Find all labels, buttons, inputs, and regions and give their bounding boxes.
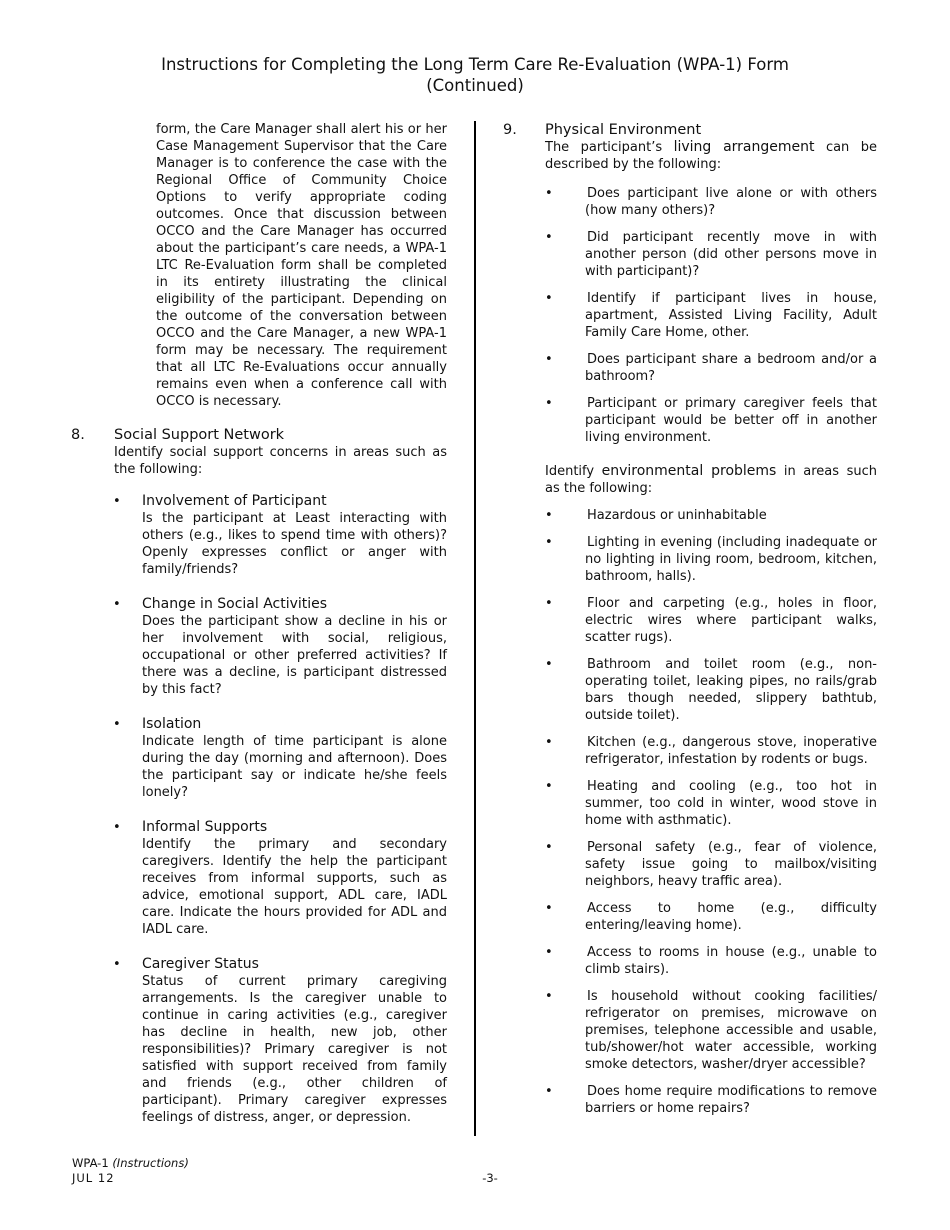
form-code: WPA-1: [72, 1156, 109, 1170]
item-text: Status of current primary caregiving arrangements. Is the caregiver unable to continue in caring activities (e.g., caregiver has decline in health, new job, other responsibilities)? Primary caregiver is not satisfied with support received from family and friends (e.g., other children of participant). Primary caregiver expresses feelings of distress, anger, or depression.: [142, 974, 447, 1125]
bullet-icon: •: [545, 291, 553, 306]
item-text: Hazardous or uninhabitable: [587, 508, 767, 523]
bullet-icon: •: [545, 657, 553, 672]
living-arrangement-intro: [545, 139, 877, 173]
list-item: [113, 956, 447, 1126]
list-item: [113, 716, 447, 801]
list-item: [545, 229, 877, 280]
item-title: Change in Social Activities: [142, 596, 328, 612]
bullet-icon: •: [545, 945, 553, 960]
bullet-icon: •: [545, 989, 553, 1004]
living-arrangement-list: [545, 185, 877, 446]
list-item: [545, 988, 877, 1073]
bullet-icon: •: [113, 717, 121, 732]
item-title: Involvement of Participant: [142, 493, 327, 509]
bullet-icon: •: [545, 352, 553, 367]
bullet-icon: •: [545, 779, 553, 794]
list-item: [545, 1083, 877, 1117]
item-text: Does participant live alone or with others (how many others)?: [585, 186, 877, 218]
section-intro: Identify social support concerns in areas such as the following:: [114, 445, 447, 477]
bullet-icon: •: [545, 508, 553, 523]
list-item: [545, 595, 877, 646]
item-text: Does the participant show a decline in his or her involvement with social, religious, occupational or other preferred activities? If there was a decline, is participant distressed by this fact?: [142, 614, 447, 697]
env-post: in areas such as the following:: [545, 464, 877, 496]
item-text: Does home require modifications to remove barriers or home repairs?: [585, 1084, 877, 1116]
item-text: Bathroom and toilet room (e.g., non-operating toilet, leaking pipes, no rails/grab bars though needed, slippery bathtub, outside toilet).: [585, 657, 877, 723]
list-item: [113, 596, 447, 698]
list-item: [545, 351, 877, 385]
page-title-line1: Instructions for Completing the Long Term Care Re-Evaluation (WPA-1) Form: [161, 55, 789, 74]
intro-pre: The participant’s: [545, 140, 674, 155]
section-9-heading: [503, 121, 877, 139]
item-text: Participant or primary caregiver feels that participant would be better off in another living environment.: [585, 396, 877, 445]
environmental-problems-intro: [545, 463, 877, 497]
section-number: 8.: [71, 427, 85, 443]
env-pre: Identify: [545, 464, 602, 479]
bullet-icon: •: [113, 957, 121, 972]
bullet-icon: •: [545, 901, 553, 916]
environmental-problems-list: [545, 507, 877, 1117]
continuation-paragraph: form, the Care Manager shall alert his or her Case Management Supervisor that the Care Manager is to conference the case with the Regional Office of Community Choice Options to verify appropriate coding outcomes. Once that discussion between OCCO and the Care Manager has occurred about the participant’s care needs, a WPA-1 LTC Re-Evaluation form shall be completed in its entirety illustrating the clinical eligibility of the participant. Depending on the outcome of the conversation between OCCO and the Care Manager, a new WPA-1 form may be necessary. The requirement that all LTC Re-Evaluations occur annually remains even when a conference call with OCCO is necessary.: [156, 122, 447, 409]
form-label: (Instructions): [112, 1156, 189, 1170]
column-divider: [474, 121, 476, 1136]
list-item: [545, 900, 877, 934]
bullet-icon: •: [545, 1084, 553, 1099]
form-id: [72, 1156, 189, 1171]
social-support-list: [114, 493, 447, 1126]
item-text: Heating and cooling (e.g., too hot in summer, too cold in winter, wood stove in home with asthmatic).: [585, 779, 877, 828]
list-item: [545, 944, 877, 978]
item-text: Identify if participant lives in house, apartment, Assisted Living Facility, Adult Family Care Home, other.: [585, 291, 877, 340]
page-title: [0, 54, 950, 96]
section-8-heading: [71, 426, 447, 444]
form-date: JUL 12: [72, 1171, 115, 1185]
item-text: Is the participant at Least interacting with others (e.g., likes to spend time with others)? Openly expresses conflict or anger with family/friends?: [142, 511, 447, 577]
bullet-icon: •: [113, 597, 121, 612]
section-number: 9.: [503, 122, 517, 138]
item-title: Informal Supports: [142, 819, 268, 835]
list-item: [545, 507, 877, 524]
right-column: [503, 121, 877, 1117]
item-text: Does participant share a bedroom and/or a bathroom?: [585, 352, 877, 384]
item-text: Did participant recently move in with another person (did other persons move in with participant)?: [585, 230, 877, 279]
list-item: [545, 778, 877, 829]
item-text: Lighting in evening (including inadequate or no lighting in living room, bedroom, kitchen, bathroom, halls).: [585, 535, 877, 584]
bullet-icon: •: [545, 596, 553, 611]
item-text: Personal safety (e.g., fear of violence, safety issue going to mailbox/visiting neighbors, heavy traffic area).: [585, 840, 877, 889]
item-text: Indicate length of time participant is alone during the day (morning and afternoon). Does the participant say or indicate he/she feels lonely?: [142, 734, 447, 800]
bullet-icon: •: [545, 396, 553, 411]
env-emphasis: environmental problems: [601, 463, 777, 479]
page-number: -3-: [482, 1171, 498, 1185]
bullet-icon: •: [545, 535, 553, 550]
item-text: Kitchen (e.g., dangerous stove, inoperative refrigerator, infestation by rodents or bugs.: [585, 735, 877, 767]
item-text: Floor and carpeting (e.g., holes in floor, electric wires where participant walks, scatter rugs).: [585, 596, 877, 645]
list-item: [113, 493, 447, 578]
bullet-icon: •: [545, 230, 553, 245]
item-text: Identify the primary and secondary caregivers. Identify the help the participant receives from informal supports, such as advice, emotional support, ADL care, IADL care. Indicate the hours provided for ADL and IADL care.: [142, 837, 447, 937]
bullet-icon: •: [545, 840, 553, 855]
list-item: [545, 185, 877, 219]
section-title: Social Support Network: [114, 427, 285, 443]
intro-emphasis: living arrangement: [673, 139, 815, 155]
item-title: Caregiver Status: [142, 956, 259, 972]
bullet-icon: •: [113, 494, 121, 509]
bullet-icon: •: [545, 186, 553, 201]
list-item: [545, 534, 877, 585]
list-item: [545, 839, 877, 890]
item-text: Is household without cooking facilities/ refrigerator on premises, microwave on premises, telephone accessible and usable, tub/shower/hot water accessible, working smoke detectors, washer/dryer accessible?: [585, 989, 877, 1072]
list-item: [545, 734, 877, 768]
list-item: [545, 290, 877, 341]
section-8: [71, 426, 447, 1126]
intro-post: can be described by the following:: [545, 140, 877, 172]
bullet-icon: •: [545, 735, 553, 750]
list-item: [545, 395, 877, 446]
item-text: Access to rooms in house (e.g., unable to climb stairs).: [585, 945, 877, 977]
list-item: [545, 656, 877, 724]
left-column: [71, 121, 447, 1126]
item-text: Access to home (e.g., difficulty entering/leaving home).: [585, 901, 877, 933]
page-title-line2: (Continued): [426, 76, 524, 95]
section-title: Physical Environment: [545, 122, 702, 138]
item-title: Isolation: [142, 716, 202, 732]
list-item: [113, 819, 447, 938]
bullet-icon: •: [113, 820, 121, 835]
